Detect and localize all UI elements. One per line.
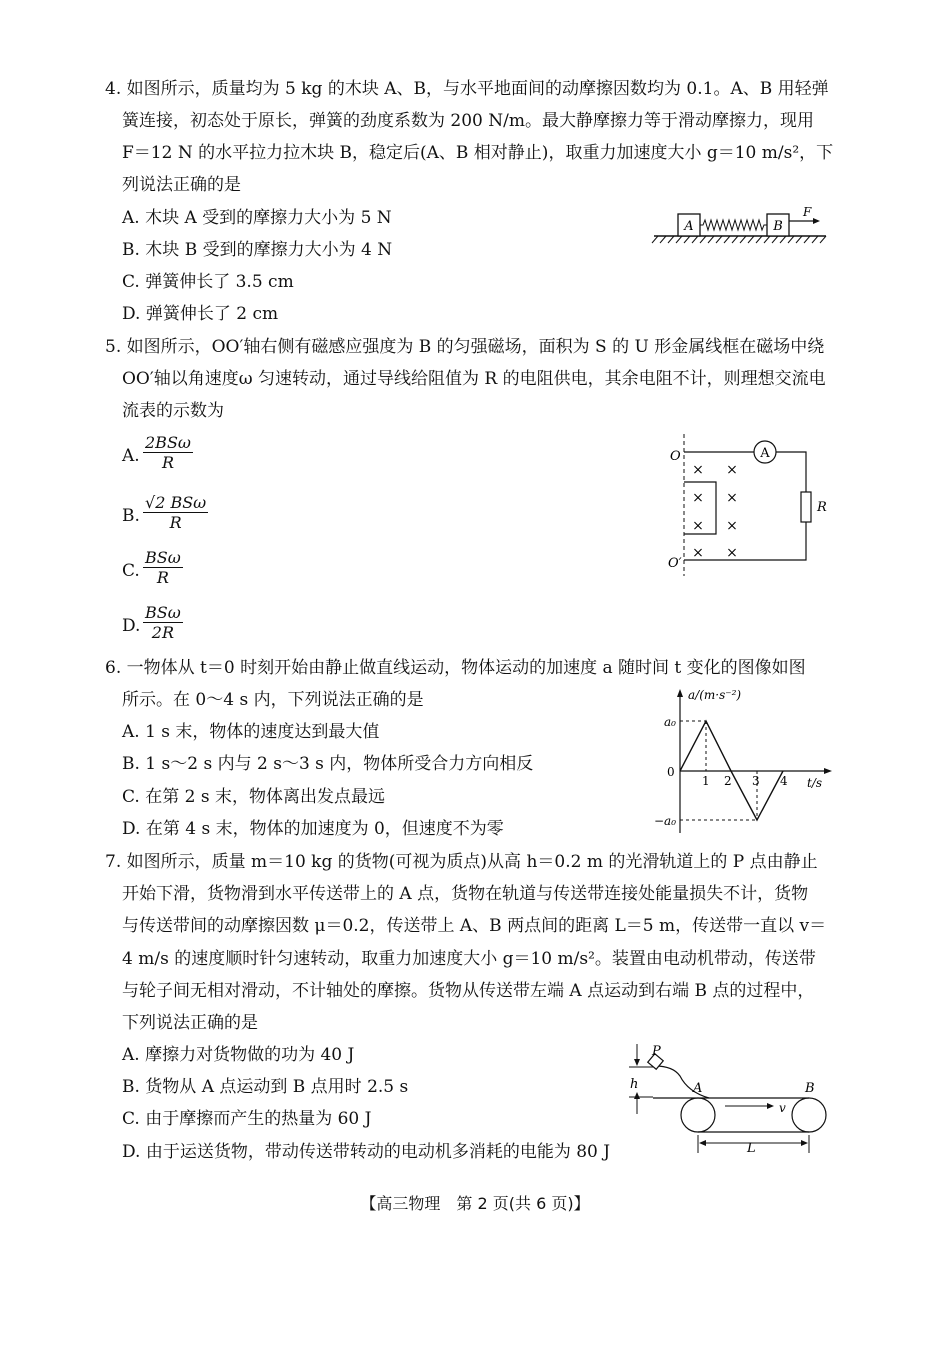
q5-option-d-fraction: BSω 2R <box>145 603 181 642</box>
q5-option-b-letter: B. <box>122 506 140 526</box>
q6-option-b: B. 1 s～2 s 内与 2 s～3 s 内，物体所受合力方向相反 <box>122 754 534 774</box>
xtick-3: 3 <box>752 774 760 788</box>
ammeter-label: A <box>760 446 770 461</box>
q5-option-d-letter: D. <box>122 616 141 636</box>
point-a-label: A <box>693 1081 703 1096</box>
q5-option-a-letter: A. <box>122 446 140 466</box>
q4-option-b: B. 木块 B 受到的摩擦力大小为 4 N <box>122 240 393 260</box>
force-label: F <box>803 205 812 219</box>
resistor <box>801 492 811 522</box>
q6-option-a: A. 1 s 末，物体的速度达到最大值 <box>122 722 380 742</box>
q6-line-2: 所示。在 0～4 s 内，下列说法正确的是 <box>122 690 424 710</box>
q7-line-5: 与轮子间无相对滑动，不计轴处的摩擦。货物从传送带左端 A 点运动到右端 B 点的过程中， <box>122 981 815 1001</box>
svg-text:×: × <box>726 490 738 506</box>
q5-option-c-letter: C. <box>122 561 140 581</box>
svg-text:×: × <box>726 518 738 534</box>
ytick-a0: a₀ <box>664 715 676 729</box>
q5-option-b-fraction: √2 BSω R <box>145 493 207 532</box>
q5-line-1: 5. 如图所示，OO′轴右侧有磁感应强度为 B 的匀强磁场，面积为 S 的 U 形金属线框在磁场中绕 <box>105 337 825 357</box>
q7-line-4: 4 m/s 的速度顺时针匀速转动，取重力加速度大小 g＝10 m/s²。装置由电动机带动，传送带 <box>122 949 816 969</box>
q6-acceleration-time-graph <box>650 685 840 835</box>
label-o-bottom: O′ <box>668 556 682 571</box>
q7-option-b: B. 货物从 A 点运动到 B 点用时 2.5 s <box>122 1077 409 1097</box>
svg-text:×: × <box>726 462 738 478</box>
q7-option-d: D. 由于运送货物，带动传送带转动的电动机多消耗的电能为 80 J <box>122 1142 611 1162</box>
q7-option-c: C. 由于摩擦而产生的热量为 60 J <box>122 1109 372 1129</box>
q5-option-a-fraction: 2BSω R <box>145 433 191 472</box>
spring <box>700 220 767 230</box>
svg-text:×: × <box>692 462 704 478</box>
height-label: h <box>630 1077 639 1092</box>
right-pulley <box>792 1098 826 1132</box>
q7-line-6: 下列说法正确的是 <box>122 1013 258 1033</box>
q4-line-3: F＝12 N 的水平拉力拉木块 B，稳定后(A、B 相对静止)，取重力加速度大小 g＝10 m/s²，下 <box>122 143 834 163</box>
ytick-zero: 0 <box>667 765 675 779</box>
xtick-1: 1 <box>702 774 710 788</box>
svg-text:×: × <box>692 545 704 561</box>
block-a-label: A <box>684 219 694 234</box>
ytick-neg-a0: −a₀ <box>654 814 677 828</box>
q4-option-a: A. 木块 A 受到的摩擦力大小为 5 N <box>122 208 392 228</box>
length-label: L <box>747 1141 756 1156</box>
resistor-label: R <box>817 500 827 515</box>
q5-rotating-frame-figure <box>660 430 840 580</box>
point-b-label: B <box>805 1081 815 1096</box>
xtick-4: 4 <box>780 774 788 788</box>
q7-line-3: 与传送带间的动摩擦因数 μ＝0.2，传送带上 A、B 两点间的距离 L＝5 m，传送带一直以 v＝ <box>122 916 827 936</box>
q7-conveyor-belt-figure <box>625 1040 840 1160</box>
q4-line-4: 列说法正确的是 <box>122 175 241 195</box>
svg-text:×: × <box>726 545 738 561</box>
svg-text:×: × <box>692 518 704 534</box>
q6-option-c: C. 在第 2 s 末，物体离出发点最远 <box>122 787 385 807</box>
block-b-label: B <box>773 219 783 234</box>
q5-line-2: OO′轴以角速度ω 匀速转动，通过导线给阻值为 R 的电阻供电，其余电阻不计，则理想交流电 <box>122 369 826 389</box>
point-p-label: P <box>652 1044 661 1059</box>
q5-option-c-fraction: BSω R <box>145 548 181 587</box>
q4-spring-blocks-figure <box>650 200 830 245</box>
page-footer: 【高三物理 第 2 页(共 6 页)】 <box>360 1194 590 1213</box>
left-pulley <box>681 1098 715 1132</box>
q4-line-2: 簧连接，初态处于原长，弹簧的劲度系数为 200 N/m。最大静摩擦力等于滑动摩擦力，现用 <box>122 111 814 131</box>
q7-option-a: A. 摩擦力对货物做的功为 40 J <box>122 1045 355 1065</box>
svg-text:×: × <box>692 490 704 506</box>
q4-line-1: 4. 如图所示，质量均为 5 kg 的木块 A、B，与水平地面间的动摩擦因数均为 0.1。A、B 用轻弹 <box>105 79 829 99</box>
q5-line-3: 流表的示数为 <box>122 401 224 421</box>
q6-line-1: 6. 一物体从 t＝0 时刻开始由静止做直线运动，物体运动的加速度 a 随时间 t 变化的图像如图 <box>105 658 806 678</box>
q4-option-c: C. 弹簧伸长了 3.5 cm <box>122 272 294 292</box>
q4-option-d: D. 弹簧伸长了 2 cm <box>122 304 279 324</box>
velocity-label: v <box>779 1101 786 1115</box>
y-axis-label: a/(m·s⁻²) <box>688 688 742 702</box>
q7-line-2: 开始下滑，货物滑到水平传送带上的 A 点，货物在轨道与传送带连接处能量损失不计，货物 <box>122 884 809 904</box>
magnetic-field-marks <box>692 462 738 561</box>
q6-option-d: D. 在第 4 s 末，物体的加速度为 0，但速度不为零 <box>122 819 504 839</box>
label-o-top: O <box>670 449 681 464</box>
x-axis-label: t/s <box>807 776 823 790</box>
xtick-2: 2 <box>724 774 732 788</box>
q7-line-1: 7. 如图所示，质量 m＝10 kg 的货物(可视为质点)从高 h＝0.2 m 的光滑轨道上的 P 点由静止 <box>105 852 818 872</box>
